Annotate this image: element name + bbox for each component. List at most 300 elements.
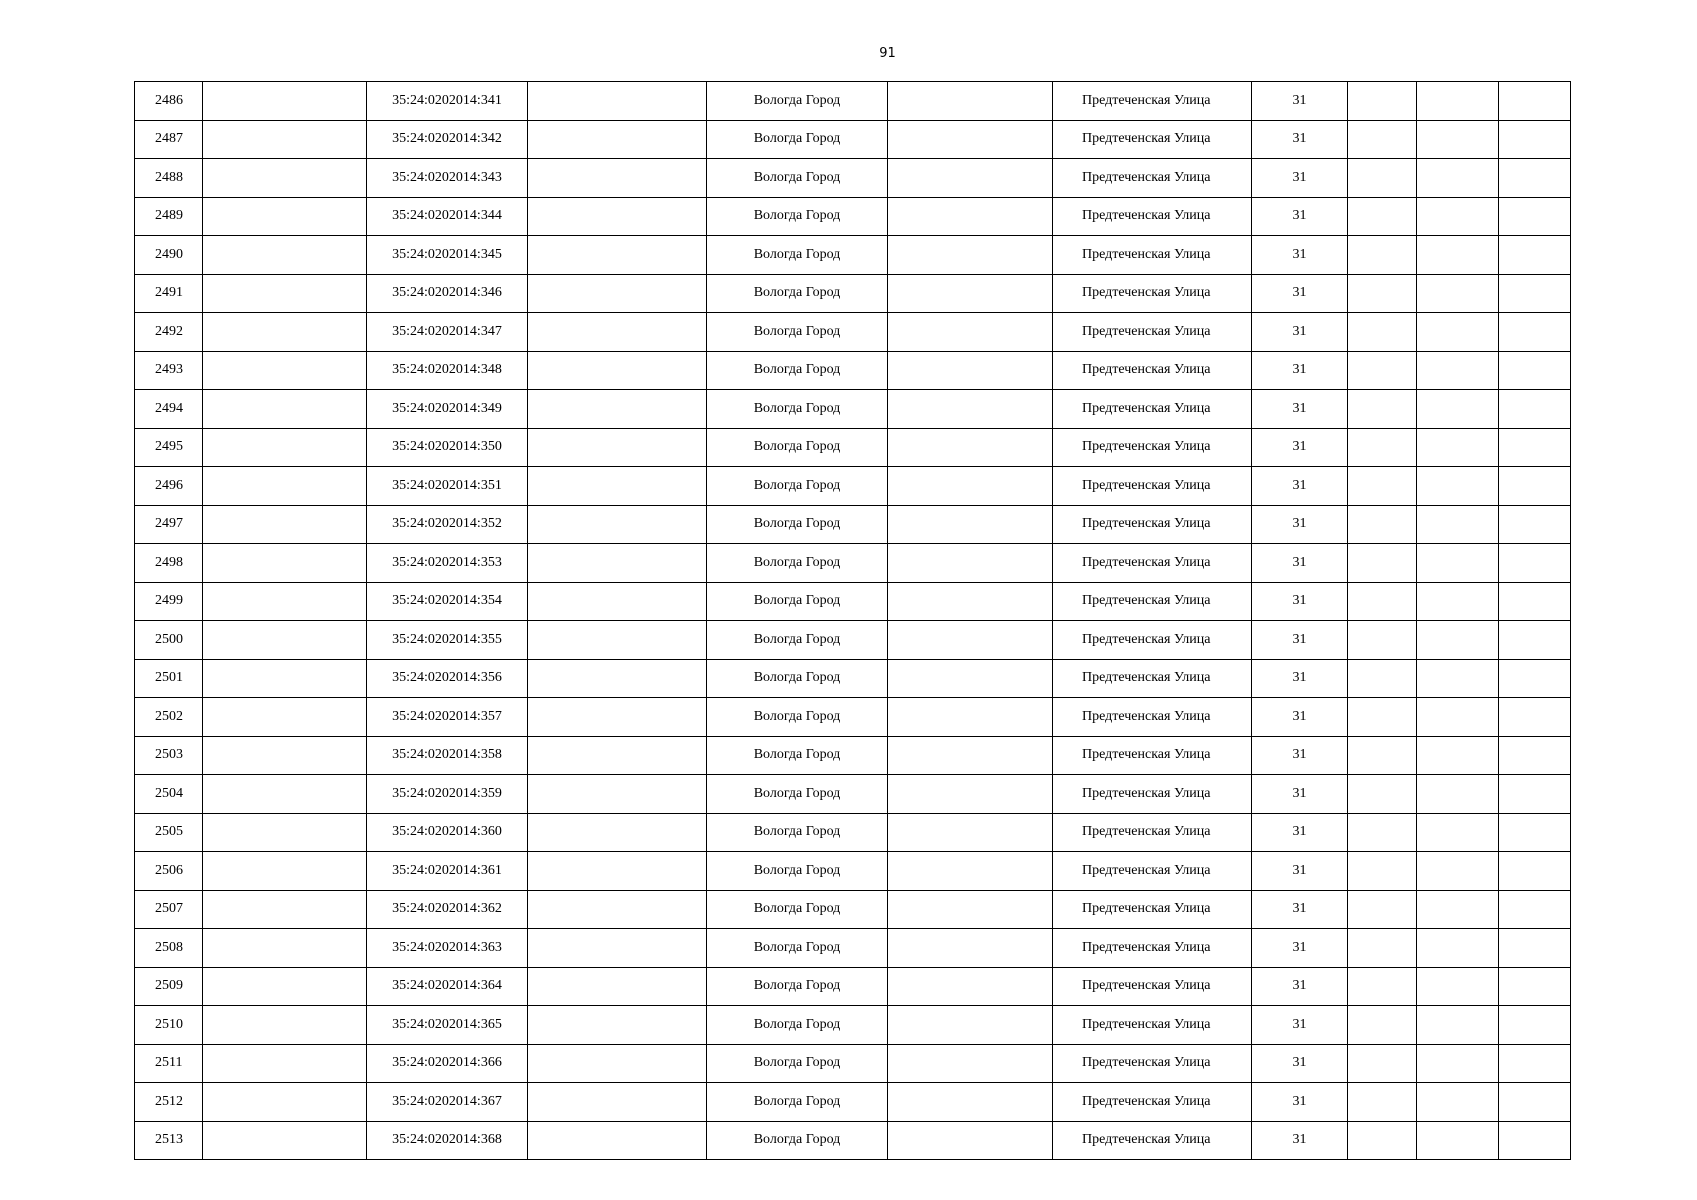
city-cell: Вологда Город xyxy=(707,1006,888,1045)
empty-cell xyxy=(888,659,1053,698)
street-cell: Предтеченская Улица xyxy=(1053,197,1252,236)
empty-cell xyxy=(1417,582,1499,621)
empty-cell xyxy=(528,544,707,583)
empty-cell xyxy=(528,159,707,198)
empty-cell xyxy=(203,236,367,275)
city-cell: Вологда Город xyxy=(707,236,888,275)
empty-cell xyxy=(1417,390,1499,429)
empty-cell xyxy=(1417,313,1499,352)
empty-cell xyxy=(1417,197,1499,236)
street-cell: Предтеченская Улица xyxy=(1053,929,1252,968)
cadastral-number-cell: 35:24:0202014:353 xyxy=(367,544,528,583)
house-number-cell: 31 xyxy=(1252,120,1348,159)
city-cell: Вологда Город xyxy=(707,428,888,467)
empty-cell xyxy=(1348,82,1417,121)
house-number-cell: 31 xyxy=(1252,236,1348,275)
empty-cell xyxy=(888,736,1053,775)
row-number-cell: 2494 xyxy=(135,390,203,429)
cadastral-number-cell: 35:24:0202014:351 xyxy=(367,467,528,506)
empty-cell xyxy=(888,1121,1053,1160)
house-number-cell: 31 xyxy=(1252,736,1348,775)
city-cell: Вологда Город xyxy=(707,813,888,852)
table-row xyxy=(135,159,1571,198)
empty-cell xyxy=(1417,698,1499,737)
page-number: 91 xyxy=(879,46,896,61)
house-number-cell: 31 xyxy=(1252,852,1348,891)
empty-cell xyxy=(1348,1006,1417,1045)
city-cell: Вологда Город xyxy=(707,967,888,1006)
house-number-cell: 31 xyxy=(1252,313,1348,352)
empty-cell xyxy=(1348,390,1417,429)
house-number-cell: 31 xyxy=(1252,967,1348,1006)
empty-cell xyxy=(1417,236,1499,275)
empty-cell xyxy=(1499,313,1571,352)
empty-cell xyxy=(1499,1006,1571,1045)
row-number-cell: 2499 xyxy=(135,582,203,621)
empty-cell xyxy=(888,852,1053,891)
table-row xyxy=(135,467,1571,506)
street-cell: Предтеченская Улица xyxy=(1053,390,1252,429)
empty-cell xyxy=(1348,659,1417,698)
table-row xyxy=(135,1044,1571,1083)
empty-cell xyxy=(528,852,707,891)
empty-cell xyxy=(888,890,1053,929)
city-cell: Вологда Город xyxy=(707,544,888,583)
empty-cell xyxy=(1417,1044,1499,1083)
empty-cell xyxy=(528,698,707,737)
row-number-cell: 2511 xyxy=(135,1044,203,1083)
empty-cell xyxy=(528,775,707,814)
empty-cell xyxy=(888,236,1053,275)
city-cell: Вологда Город xyxy=(707,736,888,775)
city-cell: Вологда Город xyxy=(707,467,888,506)
empty-cell xyxy=(1348,1044,1417,1083)
empty-cell xyxy=(528,120,707,159)
empty-cell xyxy=(528,813,707,852)
empty-cell xyxy=(1417,159,1499,198)
street-cell: Предтеченская Улица xyxy=(1053,698,1252,737)
empty-cell xyxy=(1499,775,1571,814)
cadastral-number-cell: 35:24:0202014:352 xyxy=(367,505,528,544)
city-cell: Вологда Город xyxy=(707,313,888,352)
empty-cell xyxy=(203,698,367,737)
empty-cell xyxy=(203,929,367,968)
row-number-cell: 2512 xyxy=(135,1083,203,1122)
row-number-cell: 2501 xyxy=(135,659,203,698)
street-cell: Предтеченская Улица xyxy=(1053,1083,1252,1122)
empty-cell xyxy=(1417,967,1499,1006)
empty-cell xyxy=(888,621,1053,660)
street-cell: Предтеченская Улица xyxy=(1053,428,1252,467)
empty-cell xyxy=(1348,890,1417,929)
empty-cell xyxy=(1499,582,1571,621)
cadastral-number-cell: 35:24:0202014:359 xyxy=(367,775,528,814)
empty-cell xyxy=(203,1083,367,1122)
house-number-cell: 31 xyxy=(1252,698,1348,737)
row-number-cell: 2486 xyxy=(135,82,203,121)
table-row xyxy=(135,736,1571,775)
table-row xyxy=(135,313,1571,352)
city-cell: Вологда Город xyxy=(707,505,888,544)
street-cell: Предтеченская Улица xyxy=(1053,852,1252,891)
house-number-cell: 31 xyxy=(1252,813,1348,852)
street-cell: Предтеченская Улица xyxy=(1053,274,1252,313)
table-row xyxy=(135,852,1571,891)
empty-cell xyxy=(1499,967,1571,1006)
row-number-cell: 2492 xyxy=(135,313,203,352)
empty-cell xyxy=(1499,274,1571,313)
empty-cell xyxy=(1417,120,1499,159)
empty-cell xyxy=(888,1006,1053,1045)
house-number-cell: 31 xyxy=(1252,1006,1348,1045)
table-row xyxy=(135,621,1571,660)
empty-cell xyxy=(888,120,1053,159)
empty-cell xyxy=(1417,82,1499,121)
table-row xyxy=(135,390,1571,429)
house-number-cell: 31 xyxy=(1252,1044,1348,1083)
row-number-cell: 2506 xyxy=(135,852,203,891)
empty-cell xyxy=(1499,505,1571,544)
empty-cell xyxy=(528,1083,707,1122)
empty-cell xyxy=(528,505,707,544)
city-cell: Вологда Город xyxy=(707,1121,888,1160)
row-number-cell: 2491 xyxy=(135,274,203,313)
house-number-cell: 31 xyxy=(1252,428,1348,467)
city-cell: Вологда Город xyxy=(707,852,888,891)
cadastral-number-cell: 35:24:0202014:357 xyxy=(367,698,528,737)
cadastral-number-cell: 35:24:0202014:346 xyxy=(367,274,528,313)
cadastral-number-cell: 35:24:0202014:368 xyxy=(367,1121,528,1160)
empty-cell xyxy=(528,1121,707,1160)
table-row xyxy=(135,929,1571,968)
empty-cell xyxy=(528,313,707,352)
city-cell: Вологда Город xyxy=(707,659,888,698)
empty-cell xyxy=(1417,467,1499,506)
cadastral-number-cell: 35:24:0202014:344 xyxy=(367,197,528,236)
empty-cell xyxy=(1417,852,1499,891)
house-number-cell: 31 xyxy=(1252,582,1348,621)
cadastral-number-cell: 35:24:0202014:362 xyxy=(367,890,528,929)
row-number-cell: 2493 xyxy=(135,351,203,390)
empty-cell xyxy=(1499,659,1571,698)
house-number-cell: 31 xyxy=(1252,1083,1348,1122)
house-number-cell: 31 xyxy=(1252,274,1348,313)
empty-cell xyxy=(203,890,367,929)
table-row xyxy=(135,582,1571,621)
street-cell: Предтеченская Улица xyxy=(1053,621,1252,660)
empty-cell xyxy=(888,467,1053,506)
empty-cell xyxy=(203,390,367,429)
table-row xyxy=(135,274,1571,313)
table-row xyxy=(135,351,1571,390)
city-cell: Вологда Город xyxy=(707,390,888,429)
empty-cell xyxy=(1417,775,1499,814)
row-number-cell: 2504 xyxy=(135,775,203,814)
empty-cell xyxy=(1417,929,1499,968)
house-number-cell: 31 xyxy=(1252,890,1348,929)
empty-cell xyxy=(1417,428,1499,467)
empty-cell xyxy=(1348,544,1417,583)
empty-cell xyxy=(528,929,707,968)
street-cell: Предтеченская Улица xyxy=(1053,236,1252,275)
city-cell: Вологда Город xyxy=(707,698,888,737)
cadastral-number-cell: 35:24:0202014:355 xyxy=(367,621,528,660)
empty-cell xyxy=(888,428,1053,467)
city-cell: Вологда Город xyxy=(707,120,888,159)
empty-cell xyxy=(888,1044,1053,1083)
row-number-cell: 2489 xyxy=(135,197,203,236)
empty-cell xyxy=(528,390,707,429)
empty-cell xyxy=(888,929,1053,968)
city-cell: Вологда Город xyxy=(707,929,888,968)
row-number-cell: 2503 xyxy=(135,736,203,775)
empty-cell xyxy=(1499,159,1571,198)
empty-cell xyxy=(1348,1121,1417,1160)
house-number-cell: 31 xyxy=(1252,1121,1348,1160)
table-row xyxy=(135,82,1571,121)
table-row xyxy=(135,544,1571,583)
row-number-cell: 2508 xyxy=(135,929,203,968)
empty-cell xyxy=(528,967,707,1006)
empty-cell xyxy=(528,236,707,275)
empty-cell xyxy=(203,159,367,198)
empty-cell xyxy=(203,82,367,121)
house-number-cell: 31 xyxy=(1252,505,1348,544)
empty-cell xyxy=(1417,544,1499,583)
empty-cell xyxy=(528,582,707,621)
empty-cell xyxy=(203,659,367,698)
empty-cell xyxy=(888,698,1053,737)
empty-cell xyxy=(1499,544,1571,583)
empty-cell xyxy=(1499,82,1571,121)
empty-cell xyxy=(888,390,1053,429)
table-row xyxy=(135,1083,1571,1122)
empty-cell xyxy=(1348,621,1417,660)
empty-cell xyxy=(888,274,1053,313)
table-row xyxy=(135,1121,1571,1160)
house-number-cell: 31 xyxy=(1252,659,1348,698)
cadastral-number-cell: 35:24:0202014:360 xyxy=(367,813,528,852)
empty-cell xyxy=(1417,274,1499,313)
city-cell: Вологда Город xyxy=(707,1044,888,1083)
empty-cell xyxy=(888,775,1053,814)
empty-cell xyxy=(1499,120,1571,159)
empty-cell xyxy=(1417,1121,1499,1160)
empty-cell xyxy=(1348,929,1417,968)
row-number-cell: 2505 xyxy=(135,813,203,852)
empty-cell xyxy=(203,1006,367,1045)
cadastral-number-cell: 35:24:0202014:366 xyxy=(367,1044,528,1083)
street-cell: Предтеченская Улица xyxy=(1053,736,1252,775)
empty-cell xyxy=(1348,236,1417,275)
table-row xyxy=(135,236,1571,275)
table-row xyxy=(135,120,1571,159)
city-cell: Вологда Город xyxy=(707,82,888,121)
empty-cell xyxy=(528,659,707,698)
street-cell: Предтеченская Улица xyxy=(1053,813,1252,852)
cadastral-number-cell: 35:24:0202014:342 xyxy=(367,120,528,159)
cadastral-number-cell: 35:24:0202014:354 xyxy=(367,582,528,621)
empty-cell xyxy=(203,467,367,506)
empty-cell xyxy=(203,813,367,852)
empty-cell xyxy=(1417,736,1499,775)
empty-cell xyxy=(528,1044,707,1083)
street-cell: Предтеченская Улица xyxy=(1053,1121,1252,1160)
city-cell: Вологда Город xyxy=(707,274,888,313)
street-cell: Предтеченская Улица xyxy=(1053,159,1252,198)
empty-cell xyxy=(1348,852,1417,891)
cadastral-number-cell: 35:24:0202014:358 xyxy=(367,736,528,775)
table-row xyxy=(135,505,1571,544)
empty-cell xyxy=(203,197,367,236)
empty-cell xyxy=(888,967,1053,1006)
empty-cell xyxy=(1499,736,1571,775)
table-row xyxy=(135,428,1571,467)
empty-cell xyxy=(1348,120,1417,159)
house-number-cell: 31 xyxy=(1252,775,1348,814)
house-number-cell: 31 xyxy=(1252,82,1348,121)
cadastral-number-cell: 35:24:0202014:347 xyxy=(367,313,528,352)
empty-cell xyxy=(528,351,707,390)
cadastral-number-cell: 35:24:0202014:343 xyxy=(367,159,528,198)
row-number-cell: 2502 xyxy=(135,698,203,737)
table-row xyxy=(135,197,1571,236)
empty-cell xyxy=(203,274,367,313)
empty-cell xyxy=(888,313,1053,352)
empty-cell xyxy=(888,351,1053,390)
row-number-cell: 2510 xyxy=(135,1006,203,1045)
empty-cell xyxy=(1417,813,1499,852)
table-body xyxy=(135,82,1571,1160)
street-cell: Предтеченская Улица xyxy=(1053,82,1252,121)
empty-cell xyxy=(1348,1083,1417,1122)
house-number-cell: 31 xyxy=(1252,621,1348,660)
empty-cell xyxy=(203,544,367,583)
table-row xyxy=(135,813,1571,852)
empty-cell xyxy=(1417,1083,1499,1122)
empty-cell xyxy=(1499,428,1571,467)
city-cell: Вологда Город xyxy=(707,351,888,390)
empty-cell xyxy=(1499,621,1571,660)
empty-cell xyxy=(888,544,1053,583)
table-row xyxy=(135,698,1571,737)
row-number-cell: 2495 xyxy=(135,428,203,467)
empty-cell xyxy=(528,197,707,236)
empty-cell xyxy=(1499,197,1571,236)
empty-cell xyxy=(888,82,1053,121)
empty-cell xyxy=(1499,390,1571,429)
city-cell: Вологда Город xyxy=(707,1083,888,1122)
empty-cell xyxy=(203,621,367,660)
street-cell: Предтеченская Улица xyxy=(1053,775,1252,814)
empty-cell xyxy=(528,1006,707,1045)
empty-cell xyxy=(203,120,367,159)
empty-cell xyxy=(1417,1006,1499,1045)
empty-cell xyxy=(888,505,1053,544)
empty-cell xyxy=(203,351,367,390)
cadastral-number-cell: 35:24:0202014:341 xyxy=(367,82,528,121)
empty-cell xyxy=(888,582,1053,621)
cadastral-number-cell: 35:24:0202014:349 xyxy=(367,390,528,429)
empty-cell xyxy=(1417,351,1499,390)
empty-cell xyxy=(1348,159,1417,198)
city-cell: Вологда Город xyxy=(707,159,888,198)
row-number-cell: 2490 xyxy=(135,236,203,275)
cadastral-number-cell: 35:24:0202014:350 xyxy=(367,428,528,467)
street-cell: Предтеченская Улица xyxy=(1053,544,1252,583)
street-cell: Предтеченская Улица xyxy=(1053,582,1252,621)
row-number-cell: 2500 xyxy=(135,621,203,660)
empty-cell xyxy=(888,159,1053,198)
empty-cell xyxy=(203,313,367,352)
empty-cell xyxy=(888,1083,1053,1122)
street-cell: Предтеченская Улица xyxy=(1053,659,1252,698)
empty-cell xyxy=(1348,197,1417,236)
empty-cell xyxy=(1499,1121,1571,1160)
street-cell: Предтеченская Улица xyxy=(1053,313,1252,352)
empty-cell xyxy=(888,197,1053,236)
empty-cell xyxy=(1417,505,1499,544)
empty-cell xyxy=(1348,467,1417,506)
empty-cell xyxy=(528,621,707,660)
house-number-cell: 31 xyxy=(1252,351,1348,390)
row-number-cell: 2488 xyxy=(135,159,203,198)
table-row xyxy=(135,890,1571,929)
row-number-cell: 2497 xyxy=(135,505,203,544)
empty-cell xyxy=(528,890,707,929)
empty-cell xyxy=(203,428,367,467)
empty-cell xyxy=(528,274,707,313)
empty-cell xyxy=(1499,1044,1571,1083)
table-row xyxy=(135,659,1571,698)
street-cell: Предтеченская Улица xyxy=(1053,1006,1252,1045)
row-number-cell: 2513 xyxy=(135,1121,203,1160)
empty-cell xyxy=(203,852,367,891)
cadastral-number-cell: 35:24:0202014:348 xyxy=(367,351,528,390)
empty-cell xyxy=(1348,736,1417,775)
empty-cell xyxy=(203,505,367,544)
empty-cell xyxy=(1417,621,1499,660)
city-cell: Вологда Город xyxy=(707,775,888,814)
table-row xyxy=(135,775,1571,814)
cadastral-number-cell: 35:24:0202014:356 xyxy=(367,659,528,698)
registry-table xyxy=(134,81,1571,1160)
cadastral-number-cell: 35:24:0202014:367 xyxy=(367,1083,528,1122)
empty-cell xyxy=(1499,698,1571,737)
city-cell: Вологда Город xyxy=(707,890,888,929)
city-cell: Вологда Город xyxy=(707,197,888,236)
house-number-cell: 31 xyxy=(1252,929,1348,968)
empty-cell xyxy=(203,1044,367,1083)
row-number-cell: 2507 xyxy=(135,890,203,929)
house-number-cell: 31 xyxy=(1252,197,1348,236)
table-row xyxy=(135,1006,1571,1045)
city-cell: Вологда Город xyxy=(707,621,888,660)
cadastral-number-cell: 35:24:0202014:364 xyxy=(367,967,528,1006)
empty-cell xyxy=(203,775,367,814)
empty-cell xyxy=(1417,890,1499,929)
cadastral-number-cell: 35:24:0202014:345 xyxy=(367,236,528,275)
house-number-cell: 31 xyxy=(1252,467,1348,506)
row-number-cell: 2498 xyxy=(135,544,203,583)
empty-cell xyxy=(1499,813,1571,852)
empty-cell xyxy=(528,467,707,506)
empty-cell xyxy=(528,428,707,467)
empty-cell xyxy=(1499,1083,1571,1122)
empty-cell xyxy=(528,736,707,775)
empty-cell xyxy=(1499,929,1571,968)
street-cell: Предтеченская Улица xyxy=(1053,1044,1252,1083)
